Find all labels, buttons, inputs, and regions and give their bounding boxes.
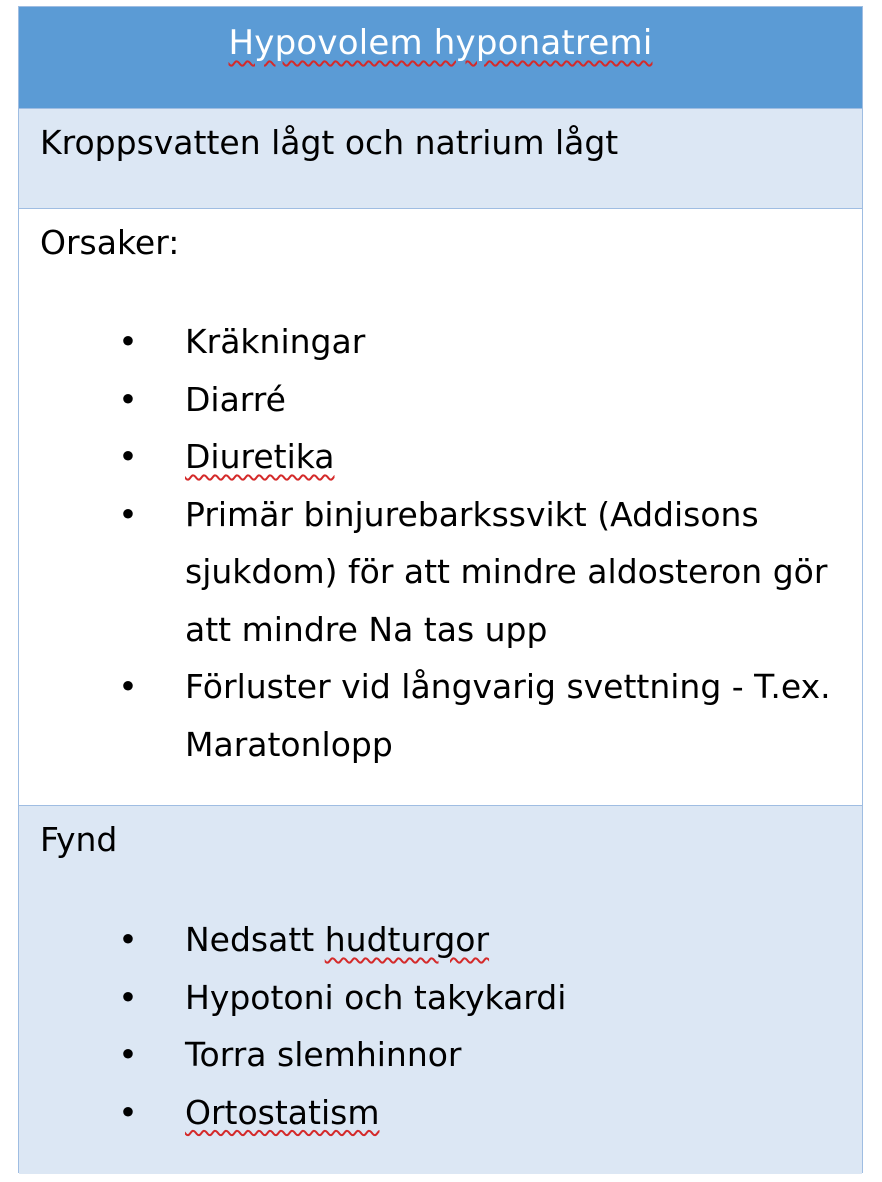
list-item (19, 658, 862, 773)
list-item (19, 1026, 862, 1084)
list-item (19, 486, 862, 659)
bullet-icon: • (118, 437, 138, 476)
list-item-text: Diarré (185, 379, 286, 419)
findings-row (19, 805, 862, 1174)
list-item-text: Primär binjurebarkssvikt (Addisons sjukdom) för att mindre aldosteron gör att mindre Na tas upp (185, 494, 828, 649)
list-item (19, 1084, 862, 1142)
causes-heading-label: Orsaker (40, 223, 169, 262)
definition-row (19, 108, 862, 208)
table-title (19, 21, 862, 65)
bullet-icon: • (118, 920, 138, 959)
table-header-row (19, 7, 862, 108)
list-item (19, 313, 862, 371)
bullet-icon: • (118, 322, 138, 361)
bullet-icon: • (118, 977, 138, 1017)
causes-list (19, 313, 862, 773)
findings-heading: Fynd (40, 820, 118, 859)
list-item-text: Torra slemhinnor (185, 1035, 462, 1074)
list-item-text: Nedsatt (185, 920, 315, 959)
list-item-text: Ortostatism (185, 1092, 380, 1132)
info-table (18, 6, 863, 1173)
bullet-icon: • (118, 1035, 138, 1074)
findings-list (19, 911, 862, 1141)
bullet-icon: • (118, 494, 138, 534)
causes-heading-colon: : (168, 223, 180, 262)
definition-text: Kroppsvatten lågt och natrium lågt (40, 123, 619, 162)
list-item (19, 911, 862, 969)
causes-row (19, 208, 862, 805)
list-item-text: Kräkningar (185, 322, 366, 361)
list-item-text: Diuretika (185, 437, 335, 476)
title-text: Hypovolem hyponatremi (228, 23, 653, 63)
list-item-text: Förluster vid långvarig svettning - T.ex. Maratonlopp (185, 667, 831, 764)
bullet-icon: • (118, 1092, 138, 1132)
list-item-flagged-word: hudturgor (324, 920, 490, 959)
list-item (19, 371, 862, 429)
bullet-icon: • (118, 667, 138, 706)
causes-heading (40, 221, 179, 265)
list-item-text: Hypotoni och takykardi (185, 977, 567, 1017)
list-item (19, 969, 862, 1027)
bullet-icon: • (118, 379, 138, 419)
list-item (19, 428, 862, 486)
